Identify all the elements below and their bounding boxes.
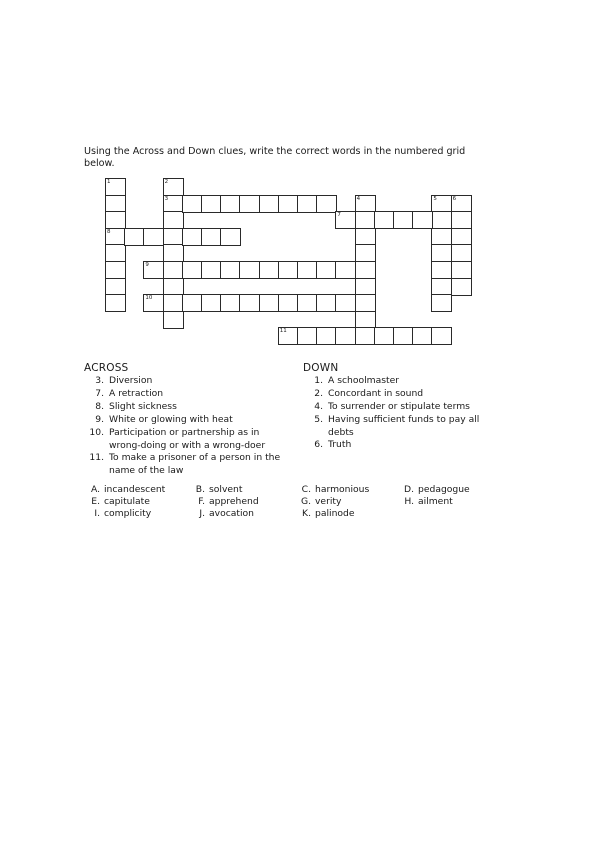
down-clue-6: 6. Truth (314, 439, 352, 450)
grid-cell[interactable] (412, 211, 433, 229)
grid-cell[interactable] (259, 294, 280, 312)
across-heading: ACROSS (84, 362, 129, 374)
across-clue-7: 7. A retraction (95, 388, 164, 399)
grid-cell[interactable] (105, 278, 126, 296)
grid-cell[interactable] (335, 294, 356, 312)
grid-cell[interactable] (335, 327, 356, 345)
grid-cell[interactable] (239, 294, 260, 312)
grid-cell[interactable] (431, 244, 452, 262)
grid-cell[interactable] (143, 228, 164, 246)
grid-clue-number: 10 (145, 295, 153, 302)
grid-cell[interactable] (220, 261, 241, 279)
grid-cell[interactable] (355, 195, 376, 213)
grid-cell[interactable] (143, 294, 164, 312)
grid-cell[interactable] (201, 294, 222, 312)
option-f: F. apprehend (198, 496, 259, 507)
grid-cell[interactable] (431, 294, 452, 312)
grid-cell[interactable] (393, 327, 414, 345)
grid-cell[interactable] (163, 178, 184, 196)
grid-cell[interactable] (220, 294, 241, 312)
grid-clue-number: 11 (279, 328, 287, 335)
grid-cell[interactable] (163, 195, 184, 213)
grid-cell[interactable] (451, 261, 472, 279)
grid-cell[interactable] (239, 195, 260, 213)
option-j: J. avocation (199, 508, 254, 519)
grid-cell[interactable] (278, 261, 299, 279)
across-clue-9: 9. White or glowing with heat (95, 414, 233, 425)
grid-cell[interactable] (105, 228, 126, 246)
grid-cell[interactable] (163, 294, 184, 312)
down-clue-5: 5. Having sufficient funds to pay all debts (314, 414, 480, 438)
option-a: A. incandescent (90, 484, 166, 495)
across-clue-8: 8. Slight sickness (95, 401, 177, 412)
grid-cell[interactable] (316, 294, 337, 312)
grid-cell[interactable] (278, 294, 299, 312)
grid-cell[interactable] (182, 261, 203, 279)
down-clue-4: 4. To surrender or stipulate terms (314, 401, 470, 412)
option-k: K. palinode (302, 508, 355, 519)
grid-cell[interactable] (163, 228, 184, 246)
grid-cell[interactable] (355, 211, 376, 229)
grid-clue-number: 6 (452, 195, 457, 202)
grid-cell[interactable] (431, 195, 452, 213)
grid-cell[interactable] (431, 278, 452, 296)
option-g: G. verity (300, 496, 342, 507)
grid-cell[interactable] (201, 195, 222, 213)
grid-cell[interactable] (182, 294, 203, 312)
grid-cell[interactable] (355, 228, 376, 246)
grid-cell[interactable] (316, 327, 337, 345)
grid-cell[interactable] (220, 195, 241, 213)
grid-cell[interactable] (201, 228, 222, 246)
grid-cell[interactable] (105, 244, 126, 262)
grid-cell[interactable] (335, 211, 356, 229)
grid-cell[interactable] (259, 261, 280, 279)
across-clue-11: 11. To make a prisoner of a person in the name of the law (89, 452, 281, 476)
instructions-text: Using the Across and Down clues, write the correct words in the numbered grid below. (84, 146, 466, 169)
grid-cell[interactable] (393, 211, 414, 229)
grid-cell[interactable] (278, 195, 299, 213)
grid-cell[interactable] (374, 327, 395, 345)
grid-clue-number: 4 (356, 195, 361, 202)
grid-cell[interactable] (316, 195, 337, 213)
grid-cell[interactable] (220, 228, 241, 246)
grid-cell[interactable] (374, 211, 395, 229)
grid-cell[interactable] (163, 278, 184, 296)
grid-cell[interactable] (105, 294, 126, 312)
grid-cell[interactable] (105, 211, 126, 229)
grid-clue-number: 8 (107, 228, 111, 235)
grid-clue-number: 1 (107, 179, 111, 185)
grid-clue-number: 7 (337, 212, 341, 219)
option-d: D. pedagogue (404, 484, 470, 495)
grid-cell[interactable] (182, 195, 203, 213)
grid-cell[interactable] (259, 195, 280, 213)
grid-cell[interactable] (355, 311, 376, 329)
across-clue-3: 3. Diversion (95, 375, 153, 386)
grid-cell[interactable] (297, 261, 318, 279)
grid-cell[interactable] (355, 327, 376, 345)
grid-clue-number: 3 (164, 195, 169, 202)
option-i: I. complicity (94, 508, 152, 519)
grid-cell[interactable] (163, 261, 184, 279)
grid-cell[interactable] (163, 244, 184, 262)
grid-cell[interactable] (451, 195, 472, 213)
grid-clue-number: 9 (145, 262, 149, 268)
grid-cell[interactable] (451, 211, 472, 229)
grid-cell[interactable] (297, 195, 318, 213)
down-clue-2: 2. Concordant in sound (314, 388, 424, 399)
across-clue-10: 10. Participation or partnership as in wrong-doing or with a wrong-doer (89, 427, 266, 451)
grid-cell[interactable] (297, 294, 318, 312)
down-heading: DOWN (303, 362, 339, 374)
grid-cell[interactable] (239, 261, 260, 279)
grid-cell[interactable] (105, 178, 126, 196)
crossword-grid (0, 0, 600, 360)
grid-cell[interactable] (316, 261, 337, 279)
grid-cell[interactable] (105, 195, 126, 213)
grid-cell[interactable] (105, 261, 126, 279)
grid-cell[interactable] (431, 228, 452, 246)
down-clue-1: 1. A schoolmaster (314, 375, 400, 386)
grid-cell[interactable] (163, 211, 184, 229)
option-h: H. ailment (404, 496, 453, 507)
grid-cell[interactable] (451, 278, 472, 296)
grid-clue-number: 5 (433, 195, 437, 202)
grid-cell[interactable] (451, 244, 472, 262)
grid-cell[interactable] (124, 228, 145, 246)
option-b: B. solvent (195, 484, 243, 495)
grid-cell[interactable] (335, 261, 356, 279)
grid-cell[interactable] (431, 261, 452, 279)
grid-cell[interactable] (355, 278, 376, 296)
grid-cell[interactable] (297, 327, 318, 345)
grid-cell[interactable] (355, 244, 376, 262)
grid-clue-number: 2 (164, 179, 169, 185)
grid-cell[interactable] (451, 228, 472, 246)
grid-cell[interactable] (278, 327, 299, 345)
grid-cell[interactable] (431, 327, 452, 345)
grid-cell[interactable] (355, 294, 376, 312)
grid-cell[interactable] (412, 327, 433, 345)
grid-cell[interactable] (201, 261, 222, 279)
grid-cell[interactable] (143, 261, 164, 279)
grid-cell[interactable] (182, 228, 203, 246)
grid-cell[interactable] (431, 211, 452, 229)
grid-cell[interactable] (163, 311, 184, 329)
option-e: E. capitulate (91, 496, 150, 507)
grid-cell[interactable] (355, 261, 376, 279)
option-c: C. harmonious (301, 484, 370, 495)
